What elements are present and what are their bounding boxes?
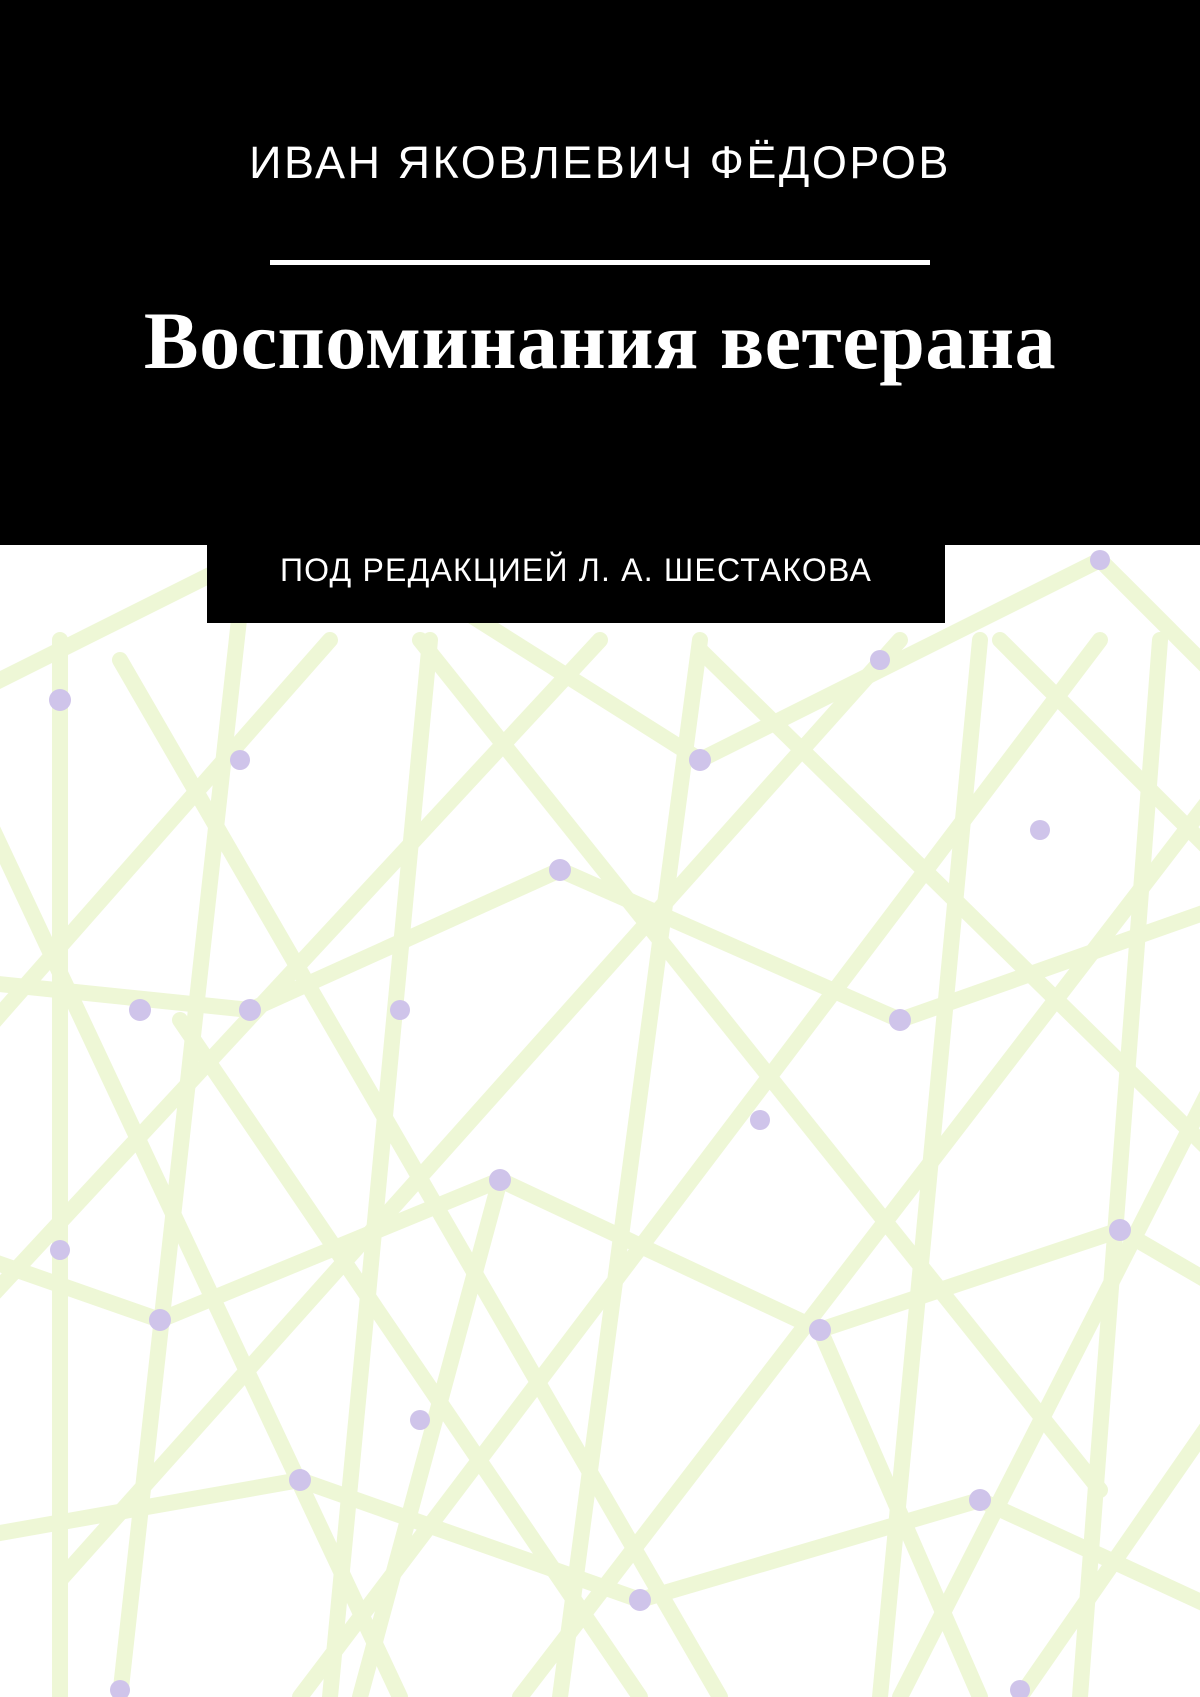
subtitle-text: ПОД РЕДАКЦИЕЙ Л. А. ШЕСТАКОВА xyxy=(279,552,873,588)
divider-rule xyxy=(270,260,930,265)
author-name: ИВАН ЯКОВЛЕВИЧ ФЁДОРОВ xyxy=(249,137,951,188)
book-title: Воспоминания ветерана xyxy=(143,295,1057,386)
subtitle-box xyxy=(207,518,945,623)
header-band xyxy=(0,0,1200,545)
